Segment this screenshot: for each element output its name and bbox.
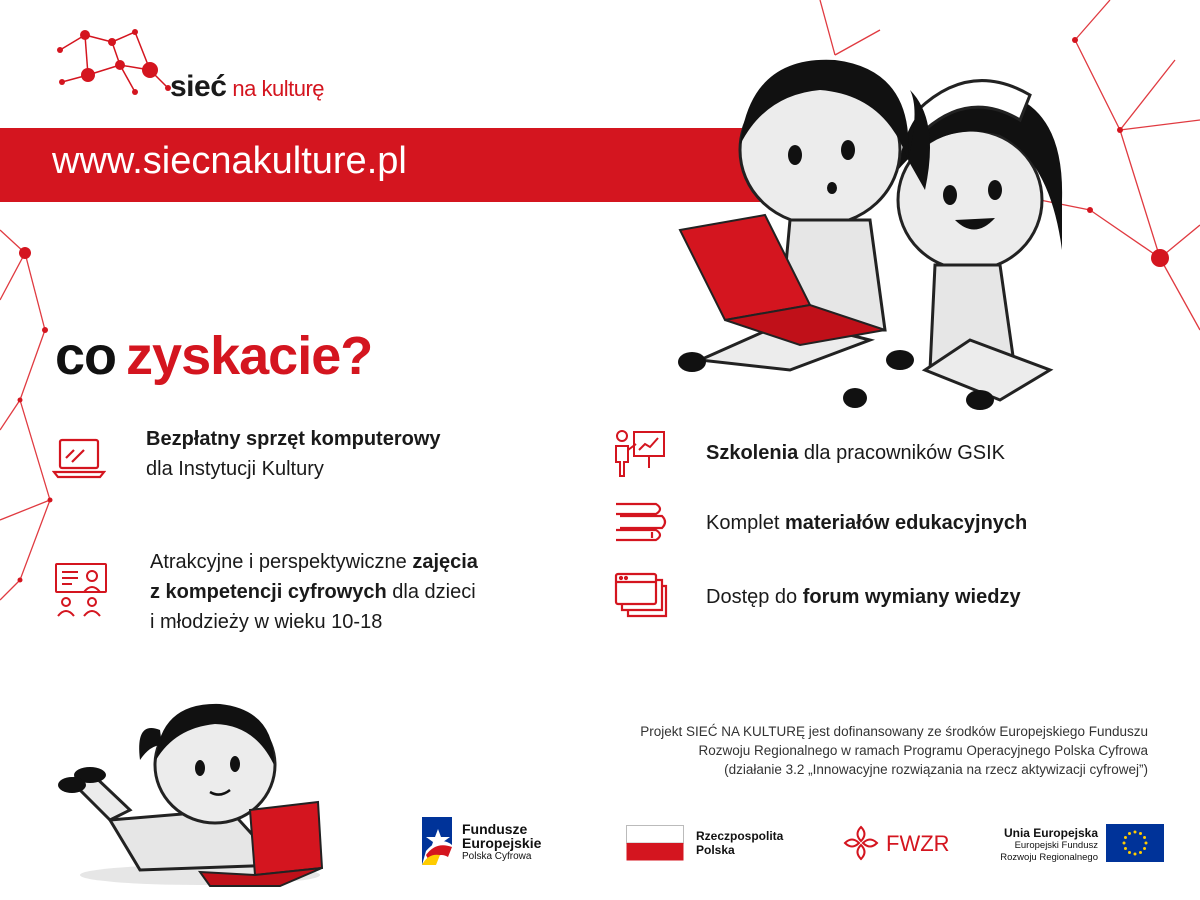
benefit-classes xyxy=(150,547,478,637)
funding-note-line2: Rozwoju Regionalnego w ramach Programu Operacyjnego Polska Cyfrowa xyxy=(698,743,1148,758)
benefit-classes-line3: i młodzieży w wieku 10-18 xyxy=(150,611,383,633)
eu-flag-icon xyxy=(1106,824,1164,862)
ue-logo-text xyxy=(990,826,1098,864)
benefit-computers-line2: dla Instytucji Kultury xyxy=(146,458,324,480)
brand-subtitle: na kulturę xyxy=(232,76,325,101)
network-logo-icon xyxy=(50,20,190,100)
benefit-classes-bold1: zajęcia xyxy=(412,551,478,573)
eu-star xyxy=(1139,832,1142,835)
brand-name-main: sieć xyxy=(170,70,227,103)
ue-logo-line3: Rozwoju Regionalnego xyxy=(1000,852,1098,863)
fwzr-logo-text: FWZR xyxy=(886,831,950,856)
benefit-trainings-text: dla pracowników GSIK xyxy=(798,442,1006,464)
eu-star xyxy=(1128,851,1131,854)
benefit-forum xyxy=(706,582,1021,612)
rp-logo-line1: Rzeczpospolita xyxy=(696,829,784,843)
fe-logo-text xyxy=(462,822,541,864)
benefit-trainings-bold: Szkolenia xyxy=(706,442,799,464)
funding-note-line3: (działanie 3.2 „Innowacyjne rozwiązania na rzecz aktywizacji cyfrowej”) xyxy=(724,762,1148,777)
benefit-classes-bold2: z kompetencji cyfrowych xyxy=(150,581,387,603)
pl-flag-icon xyxy=(626,825,684,861)
books-icon xyxy=(612,500,668,544)
eu-star xyxy=(1123,842,1126,845)
eu-star xyxy=(1124,847,1127,850)
presentation-icon xyxy=(612,428,666,478)
rp-logo-text xyxy=(696,829,783,857)
eu-star xyxy=(1143,836,1146,839)
rp-logo-line2: Polska xyxy=(696,843,735,857)
benefit-materials-bold: materiałów edukacyjnych xyxy=(784,512,1028,534)
benefit-forum-bold: forum wymiany wiedzy xyxy=(802,586,1021,608)
windows-icon xyxy=(612,570,668,618)
fe-star-icon xyxy=(420,815,454,867)
benefit-computers-title: Bezpłatny sprzęt komputerowy xyxy=(146,428,441,450)
benefit-classes-text2: dla dzieci xyxy=(386,581,476,603)
eu-star xyxy=(1124,836,1127,839)
fwzr-flower-icon xyxy=(842,824,880,862)
eu-star xyxy=(1139,851,1142,854)
classroom-icon xyxy=(52,560,110,620)
eu-star xyxy=(1134,853,1137,856)
heading-word-2: zyskacie? xyxy=(126,326,373,386)
fe-logo-line1: Fundusze xyxy=(462,821,528,837)
benefit-trainings xyxy=(706,438,1005,468)
benefit-classes-text1: Atrakcyjne i perspektywiczne xyxy=(150,551,413,573)
laptop-icon xyxy=(52,436,106,480)
eu-star xyxy=(1145,842,1148,845)
website-url[interactable]: www.siecnakulture.pl xyxy=(52,140,407,182)
eu-star xyxy=(1128,832,1131,835)
ue-logo-line1: Unia Europejska xyxy=(1003,826,1098,840)
kids-laptop-illustration xyxy=(670,40,1070,420)
funding-note xyxy=(588,722,1148,779)
eu-star xyxy=(1134,831,1137,834)
funding-note-line1: Projekt SIEĆ NA KULTURĘ jest dofinansowany ze środków Europejskiego Funduszu xyxy=(640,724,1148,739)
benefit-computers xyxy=(146,424,441,484)
benefit-materials xyxy=(706,508,1027,538)
ue-logo-line2: Europejski Fundusz xyxy=(1014,840,1098,851)
page-heading xyxy=(55,325,372,387)
girl-laptop-illustration xyxy=(50,690,340,890)
fe-logo-line2: Europejskie xyxy=(462,835,542,851)
benefit-materials-text: Komplet xyxy=(706,512,785,534)
eu-star xyxy=(1143,847,1146,850)
fe-logo-line3: Polska Cyfrowa xyxy=(462,851,532,862)
benefit-forum-text: Dostęp do xyxy=(706,586,803,608)
brand-name xyxy=(170,70,324,104)
heading-word-1: co xyxy=(55,326,117,386)
